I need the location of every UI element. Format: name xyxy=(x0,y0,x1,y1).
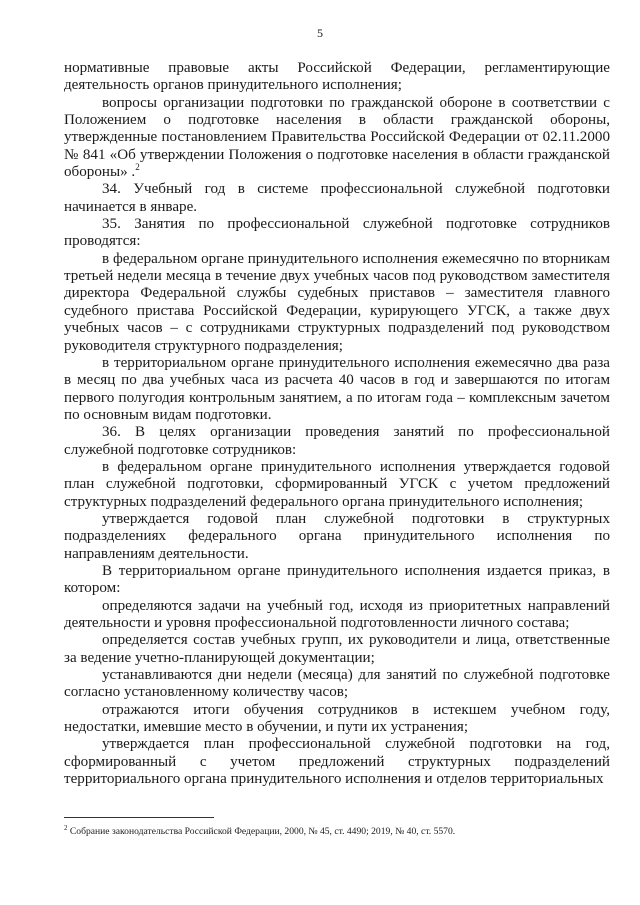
paragraph-text: 35. Занятия по профессиональной служебной подготовке сотрудников проводятся: xyxy=(64,216,610,250)
paragraph xyxy=(64,598,610,633)
paragraph xyxy=(64,95,610,182)
paragraph-text: определяется состав учебных групп, их руководители и лица, ответственные за ведение учетно-планирующей документации; xyxy=(64,632,610,666)
paragraph-text: 36. В целях организации проведения занятий по профессиональной служебной подготовке сотрудников: xyxy=(64,424,610,458)
paragraph-text: нормативные правовые акты Российской Федерации, регламентирующие деятельность органов принудительного исполнения; xyxy=(64,60,610,94)
paragraph-text: В территориальном органе принудительного исполнения издается приказ, в котором: xyxy=(64,562,610,597)
page-number: 5 xyxy=(317,26,323,40)
paragraph xyxy=(64,632,610,667)
paragraph-text: в территориальном органе принудительного исполнения ежемесячно два раза в месяц по два учебных часа из расчета 40 часов в год и завершаются по итогам первого полугодия контрольным занятием, а по итогам года – комплексным зачетом по основным видам подготовки. xyxy=(64,354,610,423)
paragraph xyxy=(64,459,610,511)
paragraph xyxy=(64,424,610,459)
footnote-text: Собрание законодательства Российской Федерации, 2000, № 45, ст. 4490; 2019, № 40, ст. 5570. xyxy=(67,826,456,838)
paragraph-text: в федеральном органе принудительного исполнения ежемесячно по вторникам третьей недели месяца в течение двух учебных часов под руководством заместителя директора Федеральной службы судебных приставов – заместителя главного судебного пристава Российской Федерации, курирующего УГСК, а также двух учебных часов – с сотрудниками структурных подразделений под руководством руководителя структурного подразделения; xyxy=(64,250,610,354)
paragraph xyxy=(64,736,610,788)
paragraph xyxy=(64,216,610,251)
paragraph-text: вопросы организации подготовки по гражданской обороне в соответствии с Положением о подготовке населения в области гражданской обороны, утвержденные постановлением Правительства Российской Федерации от 02.11.2000 № 841 «Об утверждении Положения о подготовке населения в области гражданской обороны» . xyxy=(64,94,610,181)
paragraph-text: утверждается годовой план служебной подготовки в структурных подразделениях федерального органа принудительного исполнения по направлениям деятельности. xyxy=(64,510,610,562)
paragraph xyxy=(64,511,610,563)
paragraph xyxy=(64,251,610,355)
footnote-reference: 2 xyxy=(135,162,140,173)
paragraph xyxy=(64,563,610,598)
footnote xyxy=(64,822,610,838)
footnote-divider xyxy=(64,817,214,818)
paragraph-text: определяются задачи на учебный год, исходя из приоритетных направлений деятельности и уровня профессиональной подготовленности личного состава; xyxy=(64,597,610,631)
paragraph-text: отражаются итоги обучения сотрудников в истекшем учебном году, недостатки, имевшие место в обучении, и пути их устранения; xyxy=(64,701,610,736)
footnote-marker: 2 xyxy=(64,824,68,832)
paragraph-text: 34. Учебный год в системе профессиональной служебной подготовки начинается в январе. xyxy=(64,181,610,215)
paragraph xyxy=(64,667,610,702)
paragraph xyxy=(64,355,610,424)
paragraph xyxy=(64,181,610,216)
paragraph-text: в федеральном органе принудительного исполнения утверждается годовой план служебной подготовки, сформированный УГСК с учетом предложений структурных подразделений федерального органа принудительного исполнения; xyxy=(64,458,610,510)
paragraph xyxy=(64,60,610,95)
paragraph-text: устанавливаются дни недели (месяца) для занятий по служебной подготовке согласно установленному количеству часов; xyxy=(64,667,610,701)
paragraph xyxy=(64,702,610,737)
body-text xyxy=(64,60,610,788)
paragraph-text: утверждается план профессиональной служебной подготовки на год, сформированный с учетом предложений структурных подразделений территориального органа принудительного исполнения и отделов территориальных xyxy=(64,736,610,788)
